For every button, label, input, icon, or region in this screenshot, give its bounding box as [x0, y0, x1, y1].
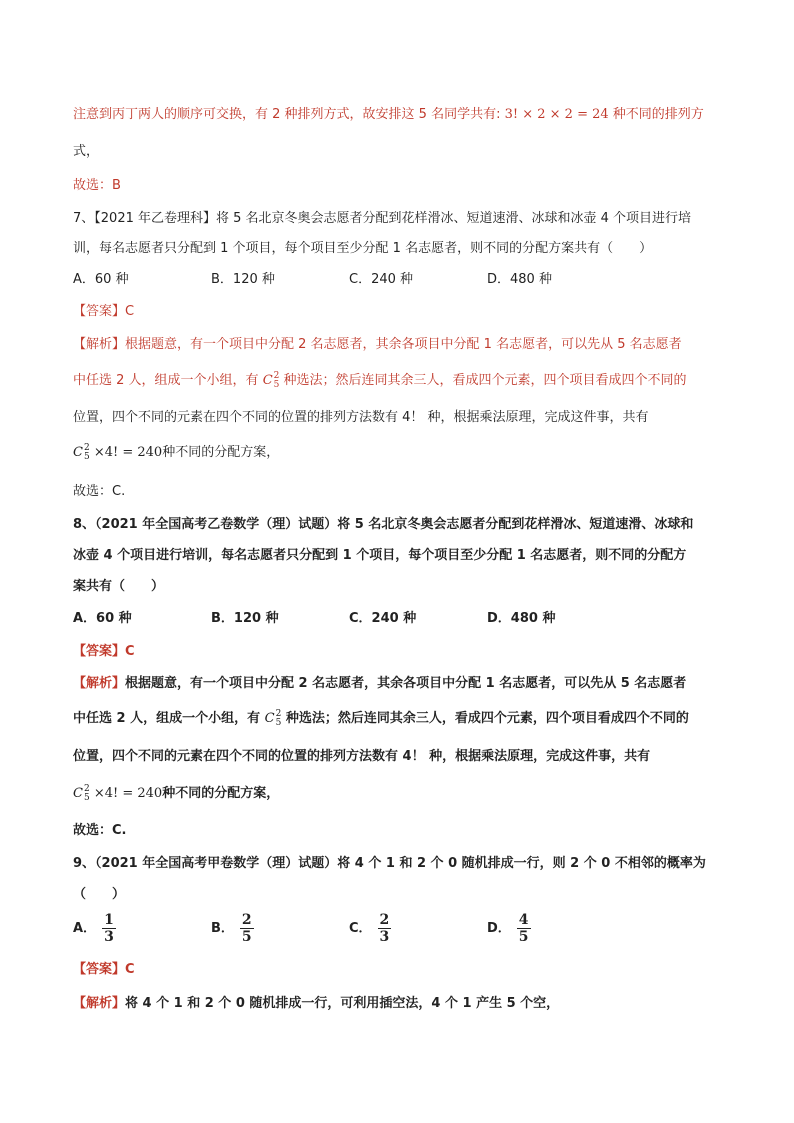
q8-stem-line-3: 案共有（ ）	[73, 579, 165, 594]
q7-option-a: A．60 种	[73, 272, 129, 287]
comb-base: C	[73, 786, 83, 801]
combination-symbol	[73, 785, 90, 803]
intro-formula: 3! × 2 × 2 = 24	[504, 107, 609, 122]
comb-sub: 5	[83, 793, 90, 803]
q7-analysis-line-2	[73, 372, 687, 390]
q9-answer-value: C	[125, 962, 135, 977]
q8-formula: ×4! = 240	[93, 786, 163, 801]
intro-tail: 种不同的排列方	[612, 107, 704, 122]
fraction	[102, 912, 116, 945]
q8-answer-label: 【答案】	[73, 644, 126, 659]
numerator: 2	[379, 912, 390, 928]
q8-analysis-line-1	[73, 675, 686, 693]
numerator: 4	[518, 912, 529, 928]
q9-analysis-label: 【解析】	[73, 996, 126, 1011]
intro-choose-text: 故选：B	[73, 178, 121, 193]
q7-analysis-text-2a: 中任选 2 人，组成一个小组，有	[73, 373, 259, 388]
comb-sup: 2	[83, 784, 90, 794]
comb-sub: 5	[273, 380, 280, 390]
q8-stem-line-1: 8、（2021 年全国高考乙卷数学（理）试题）将 5 名北京冬奥会志愿者分配到花样滑冰、短道速滑、冰球和	[73, 517, 694, 532]
comb-sup: 2	[273, 371, 280, 381]
q8-analysis-label: 【解析】	[73, 676, 126, 691]
q7-analysis-text-1: 根据题意，有一个项目中分配 2 名志愿者，其余各项目中分配 1 名志愿者，可以先从 5 名志愿者	[125, 337, 682, 352]
q9-option-b-label: B．	[211, 921, 234, 936]
intro-line-2: 式，	[73, 144, 100, 159]
q9-answer-label: 【答案】	[73, 962, 126, 977]
q9-option-b	[211, 912, 254, 945]
combination-symbol	[73, 444, 90, 462]
q7-analysis-line-1	[73, 336, 682, 354]
fraction	[240, 912, 254, 945]
q9-analysis-line-1	[73, 995, 559, 1013]
q7-formula: ×4! = 240	[93, 445, 163, 460]
q7-answer-label: 【答案】	[73, 304, 126, 319]
q8-analysis-text-1: 根据题意，有一个项目中分配 2 名志愿者，其余各项目中分配 1 名志愿者，可以先从 5 名志愿者	[125, 676, 687, 691]
q7-choose: 故选：C.	[73, 484, 126, 499]
comb-sub: 5	[83, 452, 90, 462]
fraction	[517, 912, 531, 945]
denominator: 3	[379, 929, 390, 945]
intro-line-1	[73, 106, 704, 124]
combination-symbol	[265, 710, 282, 728]
q8-option-c: C．240 种	[349, 611, 417, 626]
q8-stem-line-2: 冰壶 4 个项目进行培训，每名志愿者只分配到 1 个项目，每个项目至少分配 1 名志愿者，则不同的分配方	[73, 548, 687, 563]
q9-option-a	[73, 912, 116, 945]
q9-stem-line-2: （ ）	[73, 887, 126, 902]
q7-stem-line-2: 训，每名志愿者只分配到 1 个项目，每个项目至少分配 1 名志愿者，则不同的分配方案共有（ ）	[73, 241, 653, 256]
q7-option-c: C．240 种	[349, 272, 414, 287]
q8-analysis-line-3: 位置，四个不同的元素在四个不同的位置的排列方法数有 4！ 种，根据乘法原理，完成这件事，共有	[73, 749, 651, 764]
denominator: 5	[241, 929, 252, 945]
q8-option-b: B．120 种	[211, 611, 279, 626]
comb-base: C	[264, 711, 275, 726]
denominator: 3	[104, 929, 114, 945]
q8-answer	[73, 643, 135, 661]
q8-analysis-text-2a: 中任选 2 人，组成一个小组，有	[73, 711, 261, 726]
q8-option-a: A．60 种	[73, 611, 132, 626]
comb-sub: 5	[275, 718, 282, 728]
numerator: 2	[241, 912, 252, 928]
comb-sup: 2	[83, 443, 90, 453]
numerator: 1	[104, 912, 114, 928]
q7-answer-value: C	[125, 304, 135, 319]
q9-option-c-label: C．	[349, 921, 372, 936]
comb-sup: 2	[275, 709, 282, 719]
q9-option-a-label: A．	[73, 921, 97, 936]
combination-symbol	[263, 372, 280, 390]
q7-analysis-line-3: 位置，四个不同的元素在四个不同的位置的排列方法数有 4！ 种，根据乘法原理，完成这件事，共有	[73, 410, 649, 425]
q7-answer	[73, 303, 134, 321]
q8-analysis-text-4: 种不同的分配方案，	[162, 786, 280, 801]
q8-choose: 故选：C.	[73, 823, 127, 838]
q8-option-d: D．480 种	[487, 611, 556, 626]
q7-option-d: D．480 种	[487, 272, 552, 287]
q7-stem-line-1: 7、【2021 年乙卷理科】将 5 名北京冬奥会志愿者分配到花样滑冰、短道速滑、冰球和冰壶 4 个项目进行培	[73, 211, 692, 226]
intro-choose	[73, 177, 121, 195]
q9-option-d	[487, 912, 531, 945]
q9-answer	[73, 961, 135, 979]
q9-option-d-label: D．	[487, 921, 511, 936]
q8-analysis-text-2b: 种选法；然后连同其余三人，看成四个元素，四个项目看成四个不同的	[285, 711, 689, 726]
q9-option-c	[349, 912, 391, 945]
comb-base: C	[73, 445, 83, 460]
q8-analysis-line-2	[73, 710, 689, 728]
fraction	[378, 912, 392, 945]
q9-analysis-text-1: 将 4 个 1 和 2 个 0 随机排成一行，可利用插空法，4 个 1 产生 5 个空，	[125, 996, 560, 1011]
q9-stem-line-1: 9、（2021 年全国高考甲卷数学（理）试题）将 4 个 1 和 2 个 0 随机排成一行，则 2 个 0 不相邻的概率为	[73, 856, 706, 871]
q7-option-b: B．120 种	[211, 272, 275, 287]
comb-base: C	[262, 373, 273, 388]
q7-analysis-text-2b: 种选法；然后连同其余三人，看成四个元素，四个项目看成四个不同的	[283, 373, 687, 388]
q8-answer-value: C	[125, 644, 135, 659]
q7-analysis-label: 【解析】	[73, 337, 126, 352]
intro-text: 注意到丙丁两人的顺序可交换，有 2 种排列方式，故安排这 5 名同学共有:	[73, 107, 501, 122]
denominator: 5	[518, 929, 529, 945]
q8-analysis-line-4	[73, 785, 279, 803]
q7-analysis-text-4: 种不同的分配方案，	[162, 445, 280, 460]
q7-analysis-line-4	[73, 444, 279, 462]
